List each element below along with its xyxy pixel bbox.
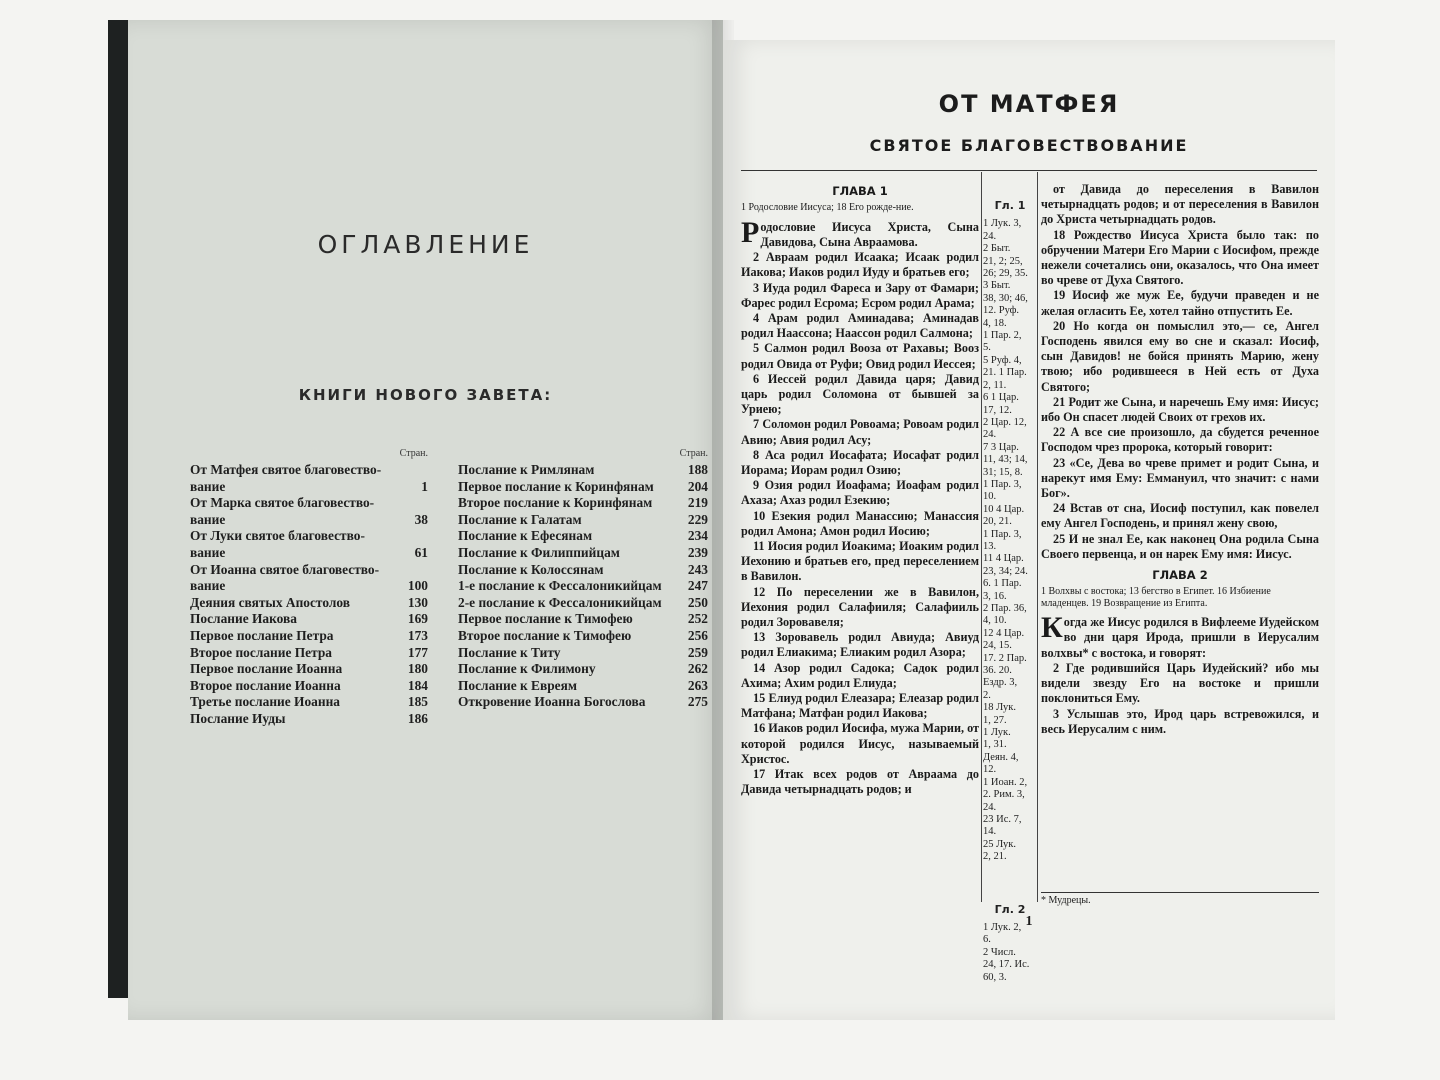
contents-entry [190, 562, 428, 595]
contents-entry-title: Первое послание Петра [190, 627, 334, 643]
chapter-2-verse-1-text: огда же Иисус родился в Вифлееме Иудейском во дни царя Ирода, пришли в Иерусалим волхвы* с востока, и говорят: [1041, 615, 1319, 660]
verse: 22 А все сие произошло, да сбудется реченное Господом чрез пророка, который говорит: [1041, 425, 1319, 455]
contents-title: ОГЛАВЛЕНИЕ [317, 230, 534, 259]
page-column-label: Стран. [399, 448, 428, 459]
contents-entry [190, 495, 428, 528]
contents-entry-title: Второе послание Иоанна [190, 677, 341, 693]
cross-reference: 4, 10. [983, 615, 1007, 627]
cross-reference: Деян. 4, [983, 751, 1019, 763]
cross-reference: 1 Лук. 3, [983, 218, 1022, 230]
cross-reference-column [983, 182, 1037, 984]
cross-reference: 26; 29, 35. [983, 268, 1028, 280]
contents-entry-page: 186 [407, 710, 428, 726]
cross-reference: Ездр. 3, [983, 677, 1018, 689]
contents-entry-page: 219 [687, 495, 708, 511]
verse: 5 Салмон родил Вооза от Рахавы; Вооз родил Овида от Руфи; Овид родил Иессея; [741, 341, 979, 371]
right-page-matthew [723, 40, 1335, 1020]
verse: 14 Азор родил Садока; Садок родил Ахима; Ахим родил Елиуда; [741, 660, 979, 690]
contents-entry-page: 252 [687, 611, 708, 627]
cross-reference: 6 1 Цар. [983, 392, 1019, 404]
verse: 25 И не знал Ее, как наконец Она родила Сына Своего первенца, и он нарек Ему имя: Иисус. [1041, 531, 1319, 561]
contents-entry-title: Второе послание к Тимофею [458, 627, 632, 643]
text-column-left [741, 182, 979, 797]
drop-cap: Р [741, 215, 760, 249]
refs-chapter-1-label: Гл. 1 [994, 199, 1026, 212]
contents-entry-title: Послание к Галатам [458, 511, 582, 527]
contents-entry-title: От Иоанна святое благовество-вание [190, 561, 380, 594]
contents-entry-page: 275 [687, 694, 708, 710]
page-column-label: Стран. [679, 448, 708, 459]
contents-entry [458, 479, 708, 496]
column-divider [981, 172, 982, 902]
cross-reference: 1 Пар. 3, [983, 478, 1022, 490]
cross-reference: 21. 1 Пар. [983, 367, 1027, 379]
cross-reference: 1 Лук. [983, 727, 1011, 739]
contents-entry-title: Первое послание к Тимофею [458, 611, 633, 627]
cross-reference: 4, 18. [983, 317, 1007, 329]
verse: 3 Услышав это, Ирод царь встревожился, и весь Иерусалим с ним. [1041, 706, 1319, 736]
contents-entry [458, 645, 708, 662]
verse: 11 Иосия родил Иоакима; Иоаким родил Иехонию и братьев его, пред переселением в Вавилон. [741, 538, 979, 584]
contents-entry-page: 173 [407, 627, 428, 643]
contents-entry [458, 528, 708, 545]
contents-entry-page: 247 [687, 578, 708, 594]
page-number: 1 [1025, 914, 1033, 929]
cross-reference: 1 Пар. 3, [983, 528, 1022, 540]
contents-entry-title: 1-е послание к Фессалоникийцам [458, 578, 662, 594]
cross-reference: 24. [983, 429, 997, 441]
contents-entry-title: От Марка святое благовество-вание [190, 495, 375, 527]
contents-subtitle: КНИГИ НОВОГО ЗАВЕТА: [298, 386, 553, 404]
verse: 8 Аса родил Иосафата; Иосафат родил Иорама; Иорам родил Озию; [741, 447, 979, 477]
drop-cap: К [1041, 611, 1063, 645]
contents-entry-page: 259 [687, 644, 708, 660]
contents-entry-title: Первое послание к Коринфянам [458, 478, 654, 494]
verse: 19 Иосиф же муж Ее, будучи праведен и не желая огласить Ее, хотел тайно отпустить Ее. [1041, 288, 1319, 318]
contents-entry-title: Послание к Титу [458, 644, 561, 660]
verse: 16 Иаков родил Иосифа, мужа Марии, от которой родился Иисус, называемый Христос. [741, 721, 979, 766]
cross-reference: 31; 15, 8. [983, 466, 1023, 478]
cross-reference: 11 4 Цар. [983, 553, 1024, 565]
contents-entry [458, 462, 708, 479]
contents-entry-page: 169 [407, 611, 428, 627]
cross-reference: 1, 31. [983, 739, 1007, 751]
verse: 7 Соломон родил Ровоама; Ровоам родил Авию; Авия родил Асу; [741, 417, 979, 447]
cross-reference: 21, 2; 25, [983, 255, 1023, 267]
cross-reference: 36. 20. [983, 665, 1012, 677]
contents-entry [458, 661, 708, 678]
contents-entry-page: 180 [407, 661, 428, 677]
cross-reference: 24, 15. [983, 640, 1012, 652]
cross-reference: 23, 34; 24. [983, 565, 1028, 577]
cross-reference: 17. 2 Пар. [983, 652, 1027, 664]
verse: от Давида до переселения в Вавилон четырнадцать родов; и от переселения в Вавилон до Христа четырнадцать родов. [1041, 182, 1319, 227]
cross-reference: 2, 21. [983, 851, 1007, 863]
contents-entry-title: От Луки святое благовество-вание [190, 528, 365, 560]
cross-reference: 60, 3. [983, 971, 1007, 983]
contents-entry [190, 645, 428, 662]
contents-entry-title: Послание к Филиппийцам [458, 544, 620, 560]
contents-entry [458, 628, 708, 645]
contents-entry-page: 61 [414, 544, 428, 560]
verse-1 [741, 215, 979, 250]
cross-reference: 10 4 Цар. [983, 503, 1025, 515]
contents-entry-title: Откровение Иоанна Богослова [458, 694, 646, 710]
contents-entry-title: 2-е послание к Фессалоникийцам [458, 594, 662, 610]
contents-entry-page: 263 [687, 677, 708, 693]
verse: 4 Арам родил Аминадава; Аминадав родил Наассона; Наассон родил Салмона; [741, 310, 979, 341]
left-page-contents [128, 20, 723, 1020]
contents-entry-title: Послание к Филимону [458, 661, 596, 677]
cross-reference: 13. [983, 540, 997, 552]
cross-reference: 5. [983, 342, 991, 354]
cross-reference: 2 Числ. [983, 946, 1016, 958]
contents-entry-page: 229 [687, 511, 708, 527]
cross-reference: 2 Быт. [983, 243, 1011, 255]
contents-entry-page: 239 [687, 544, 708, 560]
contents-entry-page: 188 [687, 462, 708, 477]
contents-column-2 [458, 448, 708, 711]
contents-entry-title: Второе послание Петра [190, 644, 332, 660]
cross-reference: 25 Лук. [983, 838, 1016, 850]
contents-entry-page: 177 [407, 644, 428, 660]
cross-reference: 18 Лук. [983, 702, 1016, 714]
contents-entry-page: 185 [407, 694, 428, 710]
contents-entry [190, 611, 428, 628]
verse: 6 Иессей родил Давида царя; Давид царь родил Соломона от бывшей за Уриею; [741, 371, 979, 417]
verse: 24 Встав от сна, Иосиф поступил, как повелел ему Ангел Господень, и принял жену свою, [1041, 501, 1319, 531]
cross-reference: 2, 11. [983, 379, 1007, 391]
verse: 15 Елиуд родил Елеазара; Елеазар родил Матфана; Матфан родил Иакова; [741, 691, 979, 721]
text-column-right [1041, 182, 1319, 737]
cross-reference: 12. [983, 764, 997, 776]
verse: 2 Где родившийся Царь Иудейский? ибо мы видели звезду Его на востоке и пришли поклониться Ему. [1041, 660, 1319, 706]
contents-entry-page: 250 [687, 594, 708, 610]
contents-entry [190, 628, 428, 645]
verse: 10 Езекия родил Манассию; Манассия родил Амона; Амон родил Иосию; [741, 508, 979, 538]
book-subtitle: СВЯТОЕ БЛАГОВЕСТВОВАНИЕ [869, 136, 1189, 155]
contents-entry-page: 38 [414, 511, 428, 527]
contents-entry [190, 661, 428, 678]
contents-entry-page: 130 [407, 594, 428, 610]
verse: 18 Рождество Иисуса Христа было так: по обручении Матери Его Марии с Иосифом, прежде нежели сочетались они, оказалось, что Она имеет во чреве от Духа Святого. [1041, 227, 1319, 288]
verse: 17 Итак всех родов от Авраама до Давида четырнадцать родов; и [741, 767, 979, 797]
contents-entry-page: 184 [407, 677, 428, 693]
cross-reference: 1 Иоан. 2, [983, 776, 1028, 788]
contents-entry [458, 611, 708, 628]
contents-entry-page: 204 [687, 478, 708, 494]
verse: 12 По переселении же в Вавилон, Иехония родил Салафииля; Салафииль родил Зоровавеля; [741, 584, 979, 629]
verse: 21 Родит же Сына, и наречешь Ему имя: Иисус; ибо Он спасет людей Своих от грехов их. [1041, 394, 1319, 425]
cross-reference: 10. [983, 491, 997, 503]
chapter-2-summary: 1 Волхвы с востока; 13 бегство в Египет. 16 Избиение младенцев. 19 Возвращение из Египта. [1041, 586, 1271, 609]
cross-reference: 1, 27. [983, 714, 1007, 726]
contents-entry-title: Послание Иакова [190, 611, 297, 627]
cross-reference: 1 Пар. 2, [983, 330, 1022, 342]
cross-reference: 23 Ис. 7, [983, 813, 1022, 825]
cross-reference: 5 Руф. 4, [983, 354, 1022, 366]
cross-reference: 11, 43; 14, [983, 454, 1028, 466]
contents-entry [458, 694, 708, 711]
cross-reference: 3 Быт. [983, 280, 1011, 292]
contents-entry-page: 234 [687, 528, 708, 544]
contents-entry-title: Послание к Ефесянам [458, 528, 593, 544]
contents-entry-title: Послание к Евреям [458, 677, 577, 693]
verse: 20 Но когда он помыслил это,— се, Ангел Господень явился ему во сне и сказал: Иосиф, сын Давидов! не бойся принять Марию, жену твою; ибо родившееся в Ней есть от Духа Святого; [1041, 318, 1319, 394]
contents-entry-page: 100 [407, 578, 428, 594]
cross-reference: 14. [983, 826, 997, 838]
contents-entry [458, 678, 708, 695]
contents-entry [190, 711, 428, 728]
cross-reference: 6. [983, 934, 991, 946]
cross-reference: 1 Лук. 2, [983, 921, 1022, 933]
cross-reference: 2. [983, 689, 991, 701]
contents-entry-title: Послание к Римлянам [458, 462, 595, 477]
book-title: ОТ МАТФЕЯ [938, 90, 1120, 118]
contents-entry [458, 562, 708, 579]
contents-entry-page: 256 [687, 627, 708, 643]
contents-entry [190, 595, 428, 612]
verse: 23 «Се, Дева во чреве примет и родит Сына, и нарекут имя Ему: Еммануил, что значит: с нами Бог». [1041, 455, 1319, 501]
cross-reference: 38, 30; 46, [983, 292, 1028, 304]
chapter-1-heading: ГЛАВА 1 [832, 184, 888, 198]
cross-reference: 24, 17. Ис. [983, 959, 1030, 971]
cross-reference: 2. Рим. 3, [983, 789, 1025, 801]
cross-reference: 12 4 Цар. [983, 627, 1025, 639]
contents-entry-title: Третье послание Иоанна [190, 694, 340, 710]
verse-1-text: одословие Иисуса Христа, Сына Давидова, Сына Авраамова. [760, 219, 979, 249]
cross-reference: 17, 12. [983, 404, 1012, 416]
verse: 2 Авраам родил Исаака; Исаак родил Иакова; Иаков родил Иуду и братьев его; [741, 250, 979, 280]
contents-entry [458, 512, 708, 529]
contents-entry-page: 1 [421, 478, 428, 494]
contents-entry-title: Послание к Колоссянам [458, 561, 604, 577]
contents-entry-page: 243 [687, 561, 708, 577]
contents-entry [190, 528, 428, 561]
verse: 3 Иуда родил Фареса и Зару от Фамари; Фарес родил Есрома; Есром родил Арама; [741, 280, 979, 310]
column-divider [1037, 172, 1038, 902]
verse: 13 Зоровавель родил Авиуда; Авиуд родил Елиакима; Елиаким родил Азора; [741, 630, 979, 660]
cross-reference: 24. [983, 801, 997, 813]
cross-reference: 3, 16. [983, 590, 1007, 602]
footnote: * Мудрецы. [1041, 892, 1319, 906]
chapter-1-summary: 1 Родословие Иисуса; 18 Его рожде-ние. [741, 202, 914, 214]
cross-reference: 7 3 Цар. [983, 441, 1019, 453]
cross-reference: 2 Цар. 12, [983, 416, 1027, 428]
cross-reference: 12. Руф. [983, 305, 1020, 317]
chapter-2-verse-1 [1041, 611, 1319, 661]
chapter-2-heading: ГЛАВА 2 [1152, 568, 1208, 583]
contents-entry [458, 545, 708, 562]
contents-entry [458, 595, 708, 612]
contents-entry-title: Послание Иуды [190, 710, 286, 726]
contents-entry [190, 694, 428, 711]
contents-entry-title: Второе послание к Коринфянам [458, 495, 653, 511]
contents-entry [458, 578, 708, 595]
contents-entry-title: От Матфея святое благовество-вание [190, 462, 382, 494]
contents-entry [458, 495, 708, 512]
header-rule [741, 170, 1317, 171]
contents-entry [190, 678, 428, 695]
contents-column-1 [190, 448, 428, 728]
cross-reference: 2 Пар. 36, [983, 603, 1027, 614]
verse: 9 Озия родил Иоафама; Иоафам родил Ахаза; Ахаз родил Езекию; [741, 478, 979, 508]
cross-reference: 20, 21. [983, 516, 1012, 528]
cross-reference: 6. 1 Пар. [983, 578, 1022, 590]
cross-reference: 24. [983, 230, 997, 242]
contents-entry-page: 262 [687, 661, 708, 677]
contents-entry-title: Первое послание Иоанна [190, 661, 343, 677]
contents-entry [190, 462, 428, 495]
refs-chapter-2-label: Гл. 2 [994, 902, 1026, 916]
contents-entry-title: Деяния святых Апостолов [190, 594, 350, 610]
